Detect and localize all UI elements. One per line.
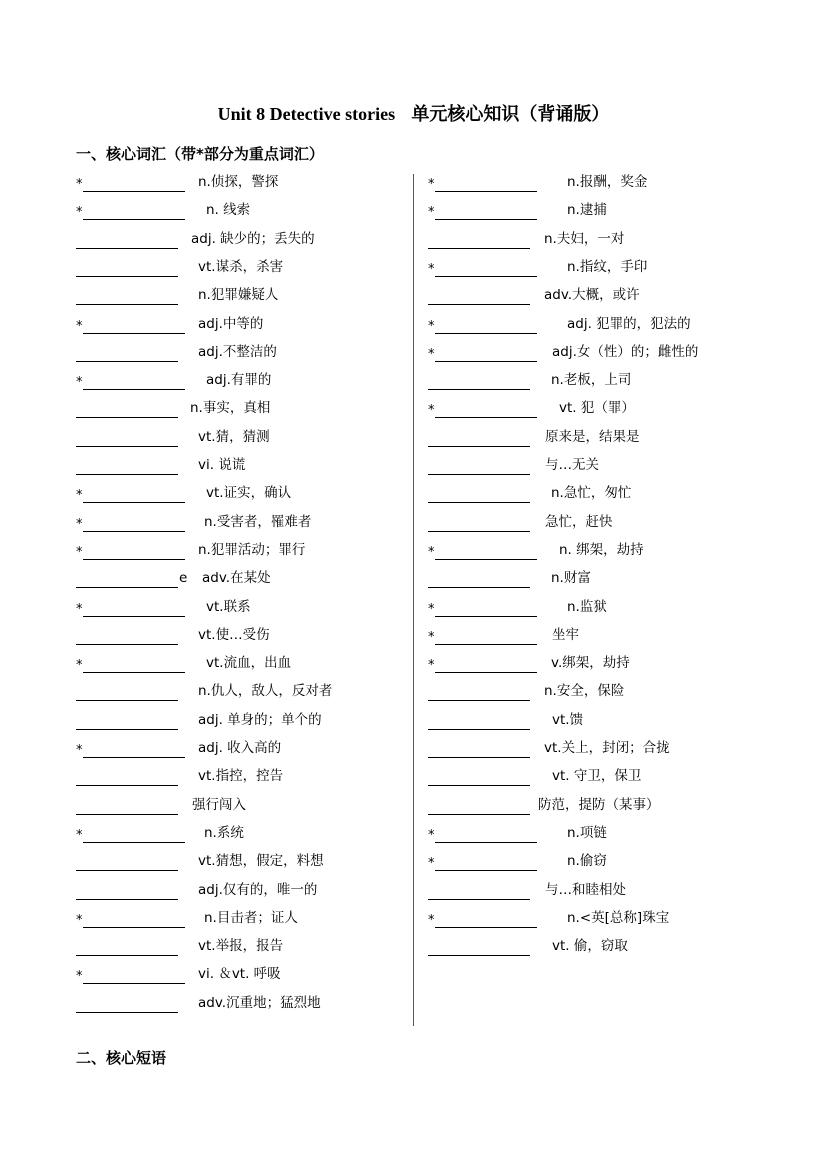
answer-blank[interactable] (83, 739, 185, 758)
answer-blank[interactable] (76, 286, 178, 305)
vocab-row (76, 227, 406, 249)
answer-blank[interactable] (83, 315, 185, 334)
vocab-row (428, 708, 758, 730)
answer-blank[interactable] (83, 513, 185, 532)
title-english: Unit 8 Detective stories (217, 104, 396, 124)
vocab-row (76, 793, 406, 815)
definition-text: n.系统 (204, 824, 244, 841)
answer-blank[interactable] (435, 598, 537, 617)
vocab-row (428, 736, 758, 758)
vocab-row (76, 481, 406, 503)
vocab-row (428, 510, 758, 532)
vocab-row (76, 566, 406, 588)
vocab-row (76, 849, 406, 871)
title-chinese: 单元核心知识（背诵版） (411, 104, 610, 125)
definition-text: adv.大概，或许 (544, 287, 640, 304)
vocab-row (76, 340, 406, 362)
vocab-row (76, 396, 406, 418)
answer-blank[interactable] (76, 994, 178, 1013)
important-marker: * (428, 346, 435, 362)
answer-blank[interactable] (428, 428, 530, 447)
definition-text: n.安全，保险 (544, 683, 625, 700)
answer-blank[interactable] (83, 173, 185, 192)
definition-text: vt. 犯（罪） (559, 400, 635, 417)
definition-text: n. 线索 (206, 202, 251, 219)
vocab-row (428, 453, 758, 475)
vocab-row (428, 227, 758, 249)
answer-blank[interactable] (83, 201, 185, 220)
vocab-row (428, 651, 758, 673)
definition-text: vt.指控，控告 (198, 768, 284, 785)
definition-text: n.犯罪活动；罪行 (198, 541, 306, 558)
answer-blank[interactable] (83, 909, 185, 928)
answer-blank[interactable] (428, 739, 530, 758)
vocab-row (428, 538, 758, 560)
vocab-row (76, 368, 406, 390)
answer-blank[interactable] (76, 881, 178, 900)
vocab-row (76, 595, 406, 617)
important-marker: * (428, 261, 435, 277)
definition-text: adj.仅有的，唯一的 (198, 881, 318, 898)
answer-blank[interactable] (428, 513, 530, 532)
definition-text: 与…无关 (545, 457, 599, 473)
definition-text: n.报酬，奖金 (567, 174, 648, 190)
answer-blank[interactable] (76, 343, 178, 362)
definition-text: n.犯罪嫌疑人 (198, 287, 279, 304)
vocab-row (428, 764, 758, 786)
vocab-row (428, 255, 758, 277)
definition-text: 与…和睦相处 (545, 881, 626, 898)
answer-blank[interactable] (435, 852, 537, 871)
answer-blank[interactable] (76, 626, 178, 645)
important-marker: * (76, 375, 83, 391)
answer-blank[interactable] (435, 315, 537, 334)
answer-blank[interactable] (83, 541, 185, 560)
answer-blank[interactable] (83, 965, 185, 984)
vocab-row (428, 878, 758, 900)
definition-text: 急忙，赶快 (545, 513, 613, 530)
important-marker: * (76, 827, 83, 843)
answer-blank[interactable] (428, 881, 530, 900)
answer-blank[interactable] (428, 711, 530, 730)
answer-blank[interactable] (76, 767, 178, 786)
vocab-row (76, 934, 406, 956)
definition-text: adv.沉重地；猛烈地 (198, 994, 321, 1011)
important-marker: * (76, 743, 83, 758)
vocab-row (428, 934, 758, 956)
answer-blank[interactable] (428, 484, 530, 503)
definition-text: vi. ＆vt. 呼吸 (198, 966, 281, 983)
answer-blank[interactable] (428, 286, 530, 305)
vocab-row (428, 906, 758, 928)
vocab-row (428, 340, 758, 362)
definition-text: vt.馈 (552, 711, 584, 728)
answer-blank[interactable] (76, 711, 178, 730)
vocab-row (76, 312, 406, 334)
definition-text: adj.女（性）的；雌性的 (552, 343, 699, 360)
vocab-row (428, 566, 758, 588)
vocab-row (76, 283, 406, 305)
definition-text: adj.中等的 (198, 315, 264, 332)
answer-blank[interactable] (435, 654, 537, 673)
definition-text: vt. 守卫，保卫 (552, 768, 642, 785)
answer-blank[interactable] (428, 937, 530, 956)
vocab-row (76, 623, 406, 645)
answer-blank[interactable] (83, 484, 185, 503)
definition-text: n.急忙，匆忙 (551, 485, 632, 502)
important-marker: * (76, 601, 83, 617)
answer-blank[interactable] (435, 626, 537, 645)
important-marker: * (428, 629, 435, 645)
vocab-row (76, 821, 406, 843)
definition-text: vi. 说谎 (198, 457, 246, 473)
definition-text: vt.谋杀，杀害 (198, 258, 284, 275)
vocab-row (76, 991, 406, 1013)
important-marker: * (76, 658, 83, 674)
answer-blank[interactable] (435, 541, 537, 560)
definition-text: 原来是，结果是 (545, 428, 640, 445)
vocab-row (76, 679, 406, 701)
definition-text: vt.猜想，假定，料想 (198, 853, 324, 870)
definition-text: 坐牢 (552, 626, 579, 643)
answer-blank[interactable] (76, 937, 178, 956)
answer-blank[interactable] (428, 796, 530, 815)
vocab-row (76, 538, 406, 560)
vocab-row (76, 708, 406, 730)
important-marker: * (76, 544, 83, 560)
definition-text: adj. 缺少的；丢失的 (191, 230, 315, 247)
definition-text: n.指纹，手印 (567, 258, 648, 275)
definition-text: adj. 收入高的 (198, 740, 282, 756)
answer-blank[interactable] (76, 569, 178, 588)
definition-text: n.偷窃 (567, 853, 607, 870)
definition-text: vt.流血，出血 (206, 655, 292, 672)
important-marker: * (76, 177, 83, 192)
definition-text: vt. 偷，窃取 (552, 938, 628, 955)
answer-blank[interactable] (83, 371, 185, 390)
definition-text: vt.证实，确认 (206, 485, 292, 502)
important-marker: * (76, 912, 83, 928)
important-marker: * (428, 912, 435, 928)
answer-blank[interactable] (76, 456, 178, 475)
definition-text: vt.使…受伤 (198, 626, 270, 643)
definition-text: 防范，提防（某事） (538, 796, 660, 813)
important-marker: * (76, 205, 83, 221)
answer-blank[interactable] (435, 343, 537, 362)
vocab-row (428, 793, 758, 815)
definition-text: adj. 单身的；单个的 (198, 711, 322, 728)
answer-blank[interactable] (428, 456, 530, 475)
important-marker: * (428, 403, 435, 419)
vocab-row (76, 510, 406, 532)
definition-text: vt.举报，报告 (198, 938, 284, 955)
definition-text: adj.有罪的 (206, 372, 272, 389)
vocab-row (428, 283, 758, 305)
important-marker: * (76, 488, 83, 504)
definition-text: n. 绑架，劫持 (559, 541, 644, 558)
answer-blank[interactable] (76, 852, 178, 871)
vocab-row (76, 764, 406, 786)
answer-blank[interactable] (435, 173, 537, 192)
definition-text: n.事实，真相 (190, 400, 271, 417)
definition-text: vt.联系 (206, 598, 251, 615)
answer-blank[interactable] (428, 767, 530, 786)
vocab-row (76, 170, 406, 192)
definition-text: n.财富 (551, 570, 591, 587)
document-title (0, 100, 827, 126)
vocab-row (76, 878, 406, 900)
definition-text: n.逮捕 (567, 202, 607, 219)
vocab-row (428, 198, 758, 220)
answer-blank[interactable] (435, 399, 537, 418)
definition-text: n.侦探，警探 (198, 174, 279, 190)
definition-text: n.仇人，敌人，反对者 (198, 683, 333, 700)
section-heading-core-vocabulary: 一、核心词汇（带*部分为重点词汇） (76, 145, 324, 163)
important-marker: * (76, 516, 83, 532)
important-marker: * (76, 318, 83, 334)
definition-text: v.绑架，劫持 (551, 655, 630, 672)
important-marker: * (428, 544, 435, 560)
definition-text: n.目击者；证人 (204, 909, 298, 926)
definition-text: n.监狱 (567, 598, 607, 615)
definition-text: vt.关上，封闭；合拢 (544, 740, 670, 756)
answer-blank[interactable] (428, 682, 530, 701)
answer-blank[interactable] (76, 230, 178, 249)
vocab-row (428, 425, 758, 447)
answer-blank[interactable] (435, 201, 537, 220)
vocab-row (428, 595, 758, 617)
answer-blank[interactable] (428, 569, 530, 588)
section-heading-core-phrases: 二、核心短语 (76, 1049, 167, 1067)
definition-text: vt.猜，猜测 (198, 428, 270, 445)
vocab-row (76, 425, 406, 447)
answer-blank[interactable] (83, 654, 185, 673)
important-marker: * (428, 827, 435, 843)
definition-text: n.项链 (567, 824, 607, 841)
answer-blank[interactable] (76, 428, 178, 447)
important-marker: * (428, 601, 435, 617)
definition-text: adj.不整洁的 (198, 343, 277, 360)
answer-blank[interactable] (83, 824, 185, 843)
answer-blank[interactable] (76, 796, 178, 815)
answer-blank[interactable] (435, 824, 537, 843)
answer-blank[interactable] (76, 258, 178, 277)
definition-text: 强行闯入 (192, 796, 246, 813)
vocab-row (428, 312, 758, 334)
definition-text: adj. 犯罪的，犯法的 (567, 315, 691, 332)
vocab-row (76, 255, 406, 277)
answer-blank[interactable] (435, 258, 537, 277)
definition-text: n.老板，上司 (551, 372, 632, 389)
important-marker: * (428, 177, 435, 192)
vocab-row (76, 453, 406, 475)
answer-blank[interactable] (83, 598, 185, 617)
definition-text: n.<英[总称]珠宝 (567, 909, 670, 926)
vocab-row (76, 736, 406, 758)
vocab-row (428, 368, 758, 390)
answer-blank[interactable] (76, 399, 178, 418)
vocab-row (428, 623, 758, 645)
vocab-row (428, 481, 758, 503)
definition-text: n.受害者，罹难者 (204, 513, 312, 530)
vocab-row (428, 849, 758, 871)
prefilled-letter: e (179, 570, 188, 587)
vocab-row (76, 198, 406, 220)
answer-blank[interactable] (428, 371, 530, 390)
definition-text: adv.在某处 (202, 570, 271, 587)
column-divider (413, 174, 414, 1026)
answer-blank[interactable] (435, 909, 537, 928)
vocab-row (428, 821, 758, 843)
important-marker: * (428, 318, 435, 334)
definition-text: n.夫妇，一对 (544, 230, 625, 247)
vocab-row (76, 906, 406, 928)
vocab-row (76, 962, 406, 984)
vocab-row (428, 170, 758, 192)
answer-blank[interactable] (428, 230, 530, 249)
vocab-row (428, 396, 758, 418)
answer-blank[interactable] (76, 682, 178, 701)
important-marker: * (76, 969, 83, 985)
vocab-row (428, 679, 758, 701)
important-marker: * (428, 205, 435, 221)
vocab-row (76, 651, 406, 673)
important-marker: * (428, 856, 435, 872)
important-marker: * (428, 658, 435, 674)
